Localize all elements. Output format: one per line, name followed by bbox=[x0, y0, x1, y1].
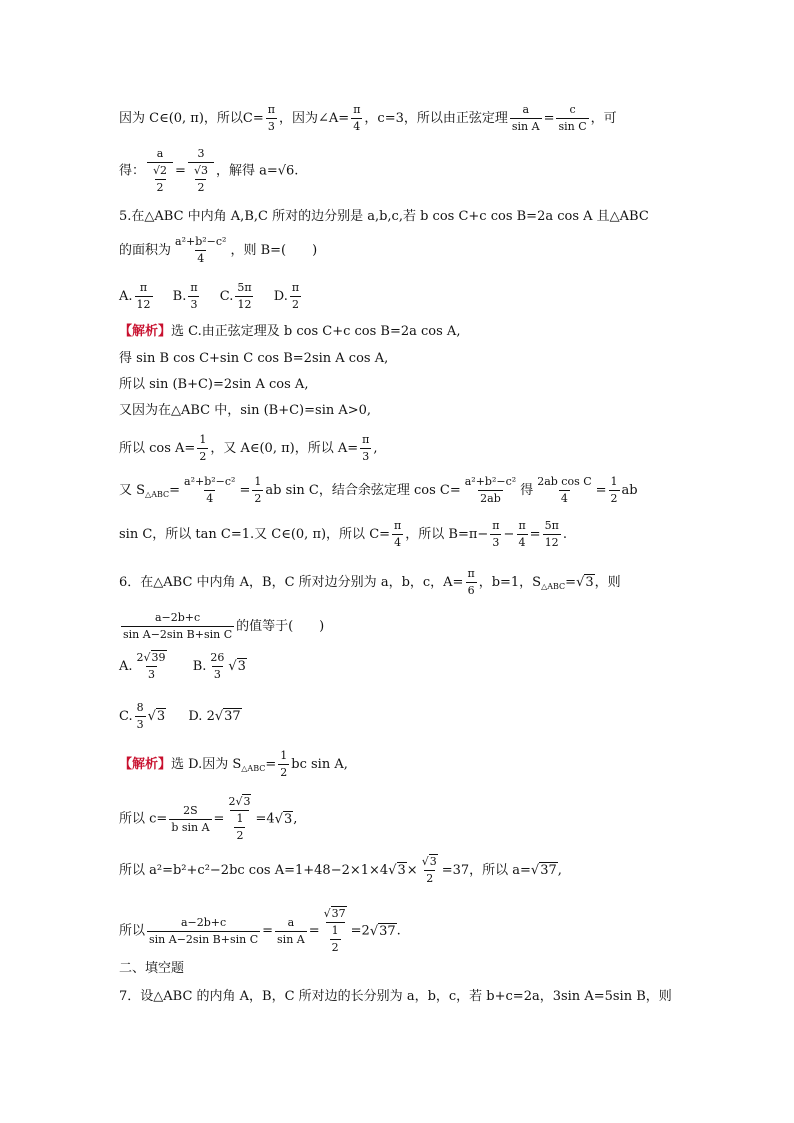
text: = bbox=[175, 163, 186, 179]
answer-tag: 【解析】 bbox=[119, 324, 172, 339]
numerator: π bbox=[267, 103, 275, 116]
denominator bbox=[147, 162, 173, 194]
numerator: 3 bbox=[197, 147, 205, 160]
radicand: 3 bbox=[243, 795, 251, 808]
denominator: 6 bbox=[467, 584, 475, 598]
fraction bbox=[420, 856, 440, 885]
text: ，可 bbox=[590, 111, 617, 127]
text-line bbox=[119, 856, 562, 885]
numerator: 26 bbox=[210, 651, 225, 664]
fraction bbox=[330, 925, 341, 954]
sqrt: √3 bbox=[228, 659, 246, 675]
coefficient: 2 bbox=[136, 651, 144, 664]
denominator: 3 bbox=[492, 536, 500, 550]
text: 因为 C∈(0, π)，所以C= bbox=[119, 111, 264, 127]
numerator: π bbox=[492, 519, 500, 532]
radicand: 37 bbox=[224, 709, 241, 725]
text: 的面积为 bbox=[119, 243, 172, 259]
denominator: 3 bbox=[267, 120, 275, 134]
question-5 bbox=[119, 210, 649, 223]
fraction bbox=[135, 652, 169, 681]
denominator: 2 bbox=[254, 492, 262, 506]
answer-tag: 【解析】 bbox=[119, 757, 172, 773]
fraction bbox=[226, 796, 253, 842]
fraction bbox=[278, 750, 289, 779]
answer-6 bbox=[119, 750, 348, 779]
denominator: 2 bbox=[197, 181, 205, 195]
text: = bbox=[239, 483, 251, 499]
numerator: √3 bbox=[193, 164, 208, 178]
text-line bbox=[119, 236, 317, 265]
fraction bbox=[266, 104, 277, 133]
sqrt: √37 bbox=[530, 863, 557, 879]
text: 得 bbox=[520, 483, 534, 499]
text: 的值等于( ) bbox=[236, 619, 325, 635]
text-line bbox=[119, 908, 401, 954]
text-line bbox=[119, 378, 308, 391]
fraction bbox=[147, 148, 173, 194]
numerator: π bbox=[394, 519, 402, 532]
denominator: 4 bbox=[518, 536, 526, 550]
sqrt: √39 bbox=[143, 651, 166, 664]
denominator: 2ab bbox=[480, 492, 501, 506]
text: = bbox=[213, 811, 225, 827]
fraction bbox=[147, 917, 260, 946]
denominator: b sin A bbox=[171, 820, 210, 834]
coefficient: 2 bbox=[228, 795, 236, 808]
denominator: 4 bbox=[394, 536, 402, 550]
fraction bbox=[465, 568, 476, 597]
text: = bbox=[595, 483, 607, 499]
text: ab bbox=[621, 483, 638, 499]
text: ab sin C，结合余弦定理 cos C= bbox=[265, 483, 461, 499]
text: = bbox=[529, 527, 541, 543]
text-line bbox=[119, 404, 371, 417]
text: √6. bbox=[277, 163, 299, 179]
text-line bbox=[119, 796, 297, 842]
text: 所以 c= bbox=[119, 811, 168, 827]
text: . bbox=[562, 527, 567, 543]
fraction bbox=[208, 652, 226, 681]
denominator: 2 bbox=[610, 492, 618, 506]
text: =2 bbox=[350, 923, 370, 939]
numerator: 1 bbox=[280, 749, 288, 762]
option-a: A. bbox=[119, 659, 133, 675]
numerator: π bbox=[139, 281, 148, 294]
fraction bbox=[182, 476, 237, 505]
denominator: sin A bbox=[511, 120, 540, 134]
fraction bbox=[290, 282, 301, 311]
text: ，又 A∈(0, π)，所以 A= bbox=[210, 441, 359, 457]
text: 又 S bbox=[119, 483, 146, 499]
denominator: 2 bbox=[236, 829, 244, 843]
text: , bbox=[293, 811, 298, 827]
text: ，则 B=( ) bbox=[230, 243, 318, 259]
text: = bbox=[262, 923, 274, 939]
option-a: A. bbox=[119, 289, 133, 305]
numerator bbox=[420, 856, 440, 870]
option-c: C. bbox=[119, 709, 133, 725]
numerator: 1 bbox=[331, 924, 339, 938]
denominator: sin A bbox=[277, 932, 305, 946]
radicand: 37 bbox=[331, 907, 346, 920]
sqrt: √3 bbox=[274, 811, 293, 827]
denominator: 3 bbox=[213, 668, 221, 682]
numerator bbox=[135, 652, 169, 666]
numerator: 1 bbox=[254, 475, 262, 488]
denominator: sin C bbox=[558, 120, 587, 134]
text-line bbox=[119, 148, 298, 194]
denominator: sin A−2sin B+sin C bbox=[149, 932, 259, 946]
denominator: 12 bbox=[544, 536, 559, 550]
text: 二、填空题 bbox=[119, 961, 185, 976]
text-line bbox=[119, 520, 567, 549]
text: 选 C.由正弦定理及 b cos C+c cos B=2a cos A, bbox=[171, 324, 461, 339]
fraction bbox=[192, 165, 210, 194]
numerator: π bbox=[291, 281, 300, 294]
denominator: 2 bbox=[291, 298, 299, 312]
numerator: π bbox=[362, 433, 370, 446]
fraction bbox=[135, 282, 153, 311]
text: ，则 bbox=[594, 575, 621, 591]
text: 7．设△ABC 的内角 A，B，C 所对边的长分别为 a，b，c，若 b+c=2a，3sin A=5sin B，则 bbox=[119, 989, 672, 1004]
fraction bbox=[609, 476, 620, 505]
denominator: 12 bbox=[237, 298, 252, 312]
text: ，所以 B=π− bbox=[405, 527, 489, 543]
numerator: π bbox=[353, 103, 361, 116]
denominator: 3 bbox=[148, 668, 156, 682]
fraction bbox=[151, 165, 169, 194]
answer-5 bbox=[119, 325, 460, 338]
sqrt: √3 bbox=[576, 575, 594, 591]
text: × bbox=[406, 863, 418, 879]
sqrt: √37 bbox=[369, 923, 396, 939]
numerator: π bbox=[518, 519, 526, 532]
option-c: C. bbox=[219, 289, 234, 305]
text-line bbox=[119, 476, 638, 505]
denominator: 3 bbox=[190, 298, 198, 312]
denominator bbox=[326, 922, 345, 954]
option-d: D. 2 bbox=[188, 709, 215, 725]
text: 所以 sin (B+C)=2sin A cos A, bbox=[119, 377, 309, 392]
numerator: π bbox=[467, 567, 475, 580]
fraction bbox=[275, 917, 307, 946]
text: sin C，所以 tan C=1.又 C∈(0, π)，所以 C= bbox=[119, 527, 391, 543]
text: − bbox=[503, 527, 515, 543]
fraction bbox=[169, 805, 211, 834]
numerator: π bbox=[190, 281, 198, 294]
sqrt: √37 bbox=[323, 907, 346, 920]
denominator: sin A−2sin B+sin C bbox=[123, 628, 233, 642]
fraction bbox=[510, 104, 542, 133]
fraction bbox=[322, 908, 349, 954]
text: 又因为在△ABC 中，sin (B+C)=sin A>0, bbox=[119, 403, 372, 418]
radicand: 39 bbox=[151, 651, 166, 664]
fraction bbox=[252, 476, 263, 505]
subscript: △ABC bbox=[145, 490, 170, 500]
options bbox=[119, 702, 242, 731]
denominator: 12 bbox=[136, 298, 151, 312]
text: , bbox=[557, 863, 562, 879]
sqrt: √3 bbox=[388, 863, 406, 879]
text: ，解得 a= bbox=[215, 163, 278, 179]
denominator bbox=[188, 162, 214, 194]
fraction bbox=[351, 104, 362, 133]
question-6 bbox=[119, 568, 621, 597]
fraction bbox=[188, 148, 214, 194]
numerator: a bbox=[522, 103, 529, 116]
denominator: 3 bbox=[136, 718, 144, 732]
fraction bbox=[535, 476, 593, 505]
section-heading bbox=[119, 962, 184, 975]
text: =37，所以 a= bbox=[441, 863, 531, 879]
numerator: c bbox=[569, 103, 576, 116]
denominator bbox=[230, 810, 249, 842]
fraction bbox=[121, 612, 234, 641]
fraction bbox=[135, 702, 146, 731]
text: = bbox=[308, 923, 320, 939]
text-line bbox=[119, 352, 388, 365]
denominator: 4 bbox=[560, 492, 568, 506]
options bbox=[119, 282, 303, 311]
sqrt: √3 bbox=[147, 709, 166, 725]
radicand: 3 bbox=[156, 709, 166, 725]
fraction bbox=[197, 434, 208, 463]
option-b: B. bbox=[192, 659, 207, 675]
numerator: 1 bbox=[236, 812, 244, 826]
text: 所以 cos A= bbox=[119, 441, 196, 457]
numerator: 8 bbox=[136, 701, 144, 714]
denominator: 3 bbox=[362, 450, 370, 464]
text: ，b=1，S bbox=[478, 575, 542, 591]
numerator: 1 bbox=[610, 475, 618, 488]
subscript: △ABC bbox=[541, 582, 566, 592]
numerator: √2 bbox=[153, 164, 168, 178]
fraction bbox=[490, 520, 501, 549]
fraction bbox=[543, 520, 561, 549]
denominator: 4 bbox=[206, 492, 214, 506]
fraction bbox=[392, 520, 403, 549]
denominator: 2 bbox=[280, 766, 288, 780]
denominator: 4 bbox=[353, 120, 361, 134]
sqrt: √3 bbox=[235, 795, 251, 808]
numerator: a−2b+c bbox=[180, 915, 227, 929]
numerator: 2ab cos C bbox=[537, 475, 592, 488]
radicand: 37 bbox=[540, 863, 557, 879]
denominator: 2 bbox=[426, 872, 434, 886]
text: 所以 a²=b²+c²−2bc cos A=1+48−2×1×4 bbox=[119, 863, 389, 879]
denominator: 2 bbox=[156, 181, 164, 195]
radicand: 37 bbox=[379, 923, 396, 939]
numerator: a−2b+c bbox=[154, 611, 201, 624]
option-b: B. bbox=[172, 289, 187, 305]
fraction bbox=[360, 434, 371, 463]
numerator: 2S bbox=[183, 803, 198, 817]
text: = bbox=[565, 575, 577, 591]
numerator: 1 bbox=[199, 433, 207, 446]
radicand: 3 bbox=[237, 659, 246, 675]
numerator: a²+b²−c² bbox=[464, 475, 517, 488]
radicand: 3 bbox=[397, 863, 406, 879]
fraction bbox=[234, 813, 245, 842]
radicand: 3 bbox=[585, 575, 594, 591]
text: = bbox=[543, 111, 555, 127]
text: 6．在△ABC 中内角 A，B，C 所对边分别为 a，b，c，A= bbox=[119, 575, 464, 591]
fraction bbox=[556, 104, 588, 133]
option-d: D. bbox=[273, 289, 288, 305]
fraction bbox=[173, 236, 228, 265]
denominator: 2 bbox=[331, 941, 339, 955]
question-7 bbox=[119, 990, 672, 1003]
denominator: 2 bbox=[199, 450, 207, 464]
numerator: a²+b²−c² bbox=[175, 235, 227, 248]
radicand: 3 bbox=[283, 811, 293, 827]
text: . bbox=[396, 923, 401, 939]
text: 5.在△ABC 中内角 A,B,C 所对的边分别是 a,b,c,若 b cos C+c cos B=2a cos A 且△ABC bbox=[119, 209, 649, 224]
text: =4 bbox=[255, 811, 275, 827]
text: 得 sin B cos C+sin C cos B=2sin A cos A, bbox=[119, 351, 389, 366]
text: 选 D.因为 S bbox=[171, 757, 242, 773]
numerator bbox=[322, 908, 349, 922]
text-line bbox=[119, 612, 324, 641]
fraction bbox=[516, 520, 527, 549]
text: , bbox=[373, 441, 378, 457]
sqrt: √3 bbox=[421, 855, 437, 868]
sqrt: √37 bbox=[214, 709, 241, 725]
text: ，c=3，所以由正弦定理 bbox=[364, 111, 508, 127]
text: = bbox=[265, 757, 277, 773]
numerator: a bbox=[287, 915, 295, 929]
fraction bbox=[235, 282, 253, 311]
text-line bbox=[119, 434, 377, 463]
numerator: 5π bbox=[544, 519, 559, 532]
numerator: 5π bbox=[237, 281, 252, 294]
options bbox=[119, 652, 247, 681]
subscript: △ABC bbox=[241, 764, 266, 774]
text: = bbox=[169, 483, 181, 499]
numerator: a²+b²−c² bbox=[184, 475, 236, 488]
text: 所以 bbox=[119, 923, 146, 939]
text-line bbox=[119, 104, 617, 133]
text: ，因为∠A= bbox=[279, 111, 350, 127]
text: bc sin A, bbox=[291, 757, 348, 773]
numerator: a bbox=[156, 147, 164, 160]
denominator: 4 bbox=[197, 252, 205, 266]
text: 得： bbox=[119, 163, 146, 179]
numerator bbox=[226, 796, 253, 810]
radicand: 3 bbox=[429, 855, 437, 868]
fraction bbox=[463, 476, 518, 505]
fraction bbox=[188, 282, 199, 311]
